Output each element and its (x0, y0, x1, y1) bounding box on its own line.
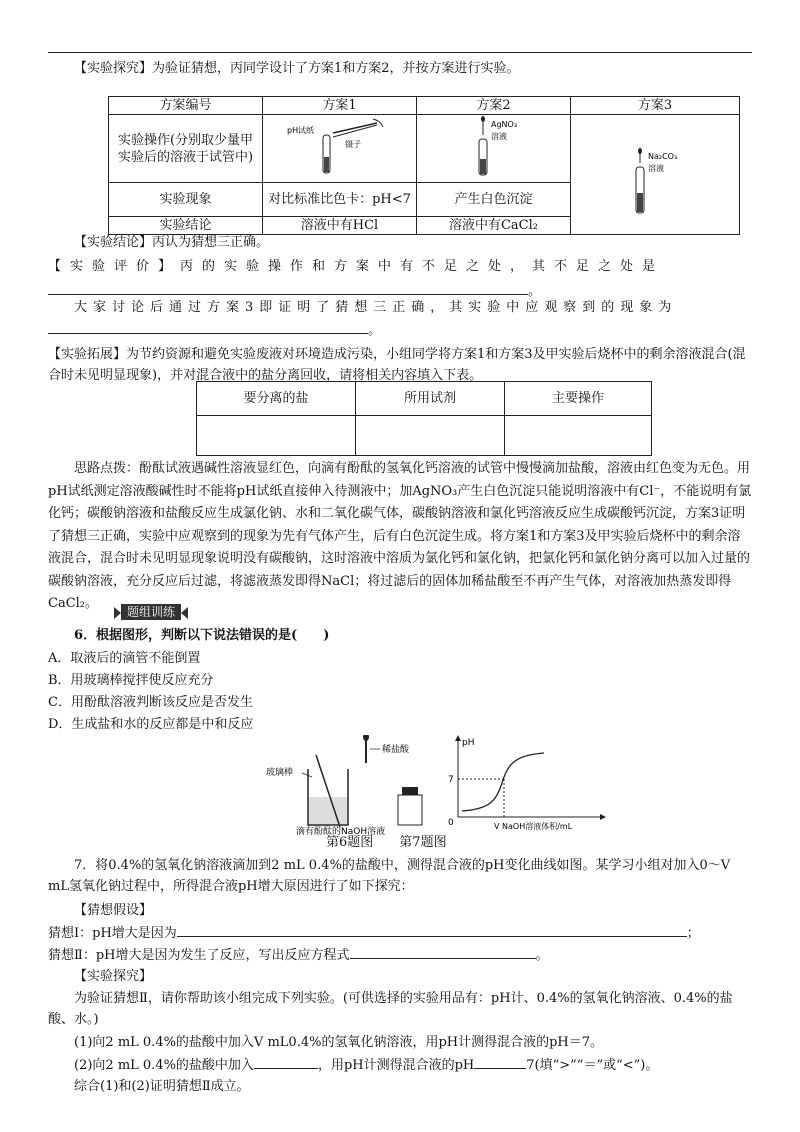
table-header: 方案2 (417, 97, 571, 115)
evaluation-text: 【实验评价】丙的实验操作和方案中有不足之处，其不足之处是 (48, 259, 665, 274)
fig7-caption: 第7题图 (399, 835, 447, 850)
na2co3-tube-figure (600, 127, 710, 217)
arrow-left-icon (181, 607, 188, 619)
discussion-text: 大家讨论后通过方案3即证明了猜想三正确，其实验中应观察到的现象为 (74, 300, 678, 315)
cell-conclusion-1: 溶液中有HCl (263, 217, 417, 235)
fig-plan2 (417, 115, 571, 183)
agno3-tube-figure (439, 115, 549, 177)
answer-cell[interactable] (505, 416, 652, 456)
fig-plan1 (263, 115, 417, 183)
q6-option-a: A．取液后的滴管不能倒置 (48, 651, 201, 666)
table-header: 所用试剂 (356, 382, 505, 416)
fig7-ph-chart (438, 735, 608, 835)
table-header: 方案编号 (109, 97, 263, 115)
q6-option-b: B．用玻璃棒搅拌使反应充分 (48, 673, 214, 688)
q6-option-c: C．用酚酞溶液判断该反应是否发生 (48, 695, 253, 710)
fig-label: pH试纸 (286, 126, 314, 135)
evaluation-answer-line: 。 (48, 280, 752, 302)
answer-cell[interactable] (356, 416, 505, 456)
ph-paper-tube-figure (285, 115, 395, 177)
fig6-caption: 第6题图 (326, 835, 374, 850)
answer-blank[interactable] (350, 944, 536, 959)
top-rule (48, 52, 752, 53)
fig-label: 溶液 (648, 164, 664, 173)
table-header: 方案1 (263, 97, 417, 115)
cell-phenomenon-2: 产生白色沉淀 (417, 183, 571, 217)
fig-label: 玻璃棒 (266, 768, 294, 778)
fig-label: 稀盐酸 (382, 745, 410, 755)
table-header: 方案3 (571, 97, 740, 115)
discussion-answer-line: 。 (48, 319, 752, 341)
answer-blank[interactable] (48, 280, 528, 295)
q7-hyp2: 猜想Ⅱ：pH增大是因为发生了反应，写出反应方程式 。 (48, 944, 752, 966)
chart-origin-label: 0 (448, 818, 454, 828)
section-tag-label: 题组训练 (121, 604, 181, 620)
chart-ylabel: pH (462, 738, 475, 748)
separation-table (196, 381, 652, 456)
fig-label: AgNO₃ (490, 120, 517, 129)
q6-option-d: D．生成盐和水的反应都是中和反应 (48, 717, 254, 732)
fig-plan3 (571, 115, 740, 235)
answer-blank[interactable] (177, 922, 687, 937)
q6-stem: 6．根据图形，判断以下说法错误的是( ) (74, 628, 330, 643)
fig6-beaker (256, 735, 426, 835)
q7-hyp1: 猜想Ⅰ：pH增大是因为 ； (48, 922, 752, 944)
table-header: 主要操作 (505, 382, 652, 416)
chart-xlabel: V NaOH溶液体积/mL (494, 822, 573, 831)
arrow-right-icon (114, 607, 121, 619)
q7-hyp-title: 【猜想假设】 (74, 903, 153, 918)
answer-blank[interactable] (474, 1054, 526, 1069)
q7-step2: (2)向2 mL 0.4%的盐酸中加入 ，用pH计测得混合液的pH 7(填“>”“＝”或“<”)。 (48, 1054, 752, 1076)
q7-exp-intro: 为验证猜想Ⅱ，请你帮助该小组完成下列实验。(可供选择的实验用品有：pH计、0.4%的氢氧化钠溶液、0.4%的盐酸、水。) (48, 991, 733, 1027)
cell-conclusion-2: 溶液中有CaCl₂ (417, 217, 571, 235)
analysis-text: 思路点拨：酚酞试液遇碱性溶液显红色，向滴有酚酞的氢氧化钙溶液的试管中慢慢滴加盐酸，溶液由红色变为无色。用pH试纸测定溶液酸碱性时不能将pH试纸直接伸入待测液中；加AgNO₃产生白色沉淀只能说明溶液中有Cl⁻，不能说明有氯化钙；碳酸钠溶液和盐酸反应生成氯化钠、水和二氧化碳气体，碳酸钠溶液和氯化钙溶液反应生成碳酸钙沉淀，方案3证明了猜想三正确，实验中应观察到的现象为先有气体产生，后有白色沉淀生成。将方案1和方案3及甲实验后烧杯中的剩余溶液混合，混合时未见明显现象说明没有碳酸钠，这时溶液中溶质为氯化钙和氯化钠，把氯化钙和氯化钠分离可以加入过量的碳酸钠溶液，充分反应后过滤，将滤液蒸发即得NaCl；将过滤后的固体加稀盐酸至不再产生气体，对溶液加热蒸发即得CaCl₂。 (48, 461, 752, 611)
table-header: 要分离的盐 (197, 382, 356, 416)
row-label-phenomenon: 实验现象 (109, 183, 263, 217)
row-label-conclusion: 实验结论 (109, 217, 263, 235)
cell-phenomenon-1: 对比标准比色卡：pH<7 (263, 183, 417, 217)
fig-label: 滴有酚酞的NaOH溶液 (296, 827, 386, 835)
expand-text: 【实验拓展】为节约资源和避免实验废液对环境造成污染，小组同学将方案1和方案3及甲实验后烧杯中的剩余溶液混合(混合时未见明显现象)，并对混合液中的盐分离回收，请将相关内容填入下表。 (48, 347, 746, 383)
q7-exp-title: 【实验探究】 (74, 969, 153, 984)
fig-label: 镊子 (344, 140, 361, 149)
section-tag (114, 604, 188, 620)
intro-text: 【实验探究】为验证猜想，丙同学设计了方案1和方案2，并按方案进行实验。 (74, 61, 520, 76)
q7-stem: 7．将0.4%的氢氧化钠溶液滴加到2 mL 0.4%的盐酸中，测得混合液的pH变化曲线如图。某学习小组对加入0～V mL氢氧化钠过程中，所得混合液pH增大原因进行了如下探究： (48, 858, 731, 894)
fig-label: Na₂CO₃ (648, 152, 678, 161)
q7-summary: 综合(1)和(2)证明猜想Ⅱ成立。 (74, 1079, 250, 1094)
ph-curve (462, 753, 544, 811)
answer-blank[interactable] (48, 319, 368, 334)
figure-captions (326, 832, 626, 853)
row-label-operation: 实验操作(分别取少量甲实验后的溶液于试管中) (109, 115, 263, 183)
conclusion-text: 【实验结论】丙认为猜想三正确。 (74, 235, 270, 250)
chart-y7-label: 7 (448, 775, 454, 785)
fig-label: 溶液 (490, 132, 507, 141)
answer-cell[interactable] (197, 416, 356, 456)
experiment-table (108, 96, 740, 235)
answer-blank[interactable] (254, 1054, 318, 1069)
q7-step1: (1)向2 mL 0.4%的盐酸中加入V mL0.4%的氢氧化钠溶液，用pH计测得混合液的pH＝7。 (74, 1035, 604, 1050)
